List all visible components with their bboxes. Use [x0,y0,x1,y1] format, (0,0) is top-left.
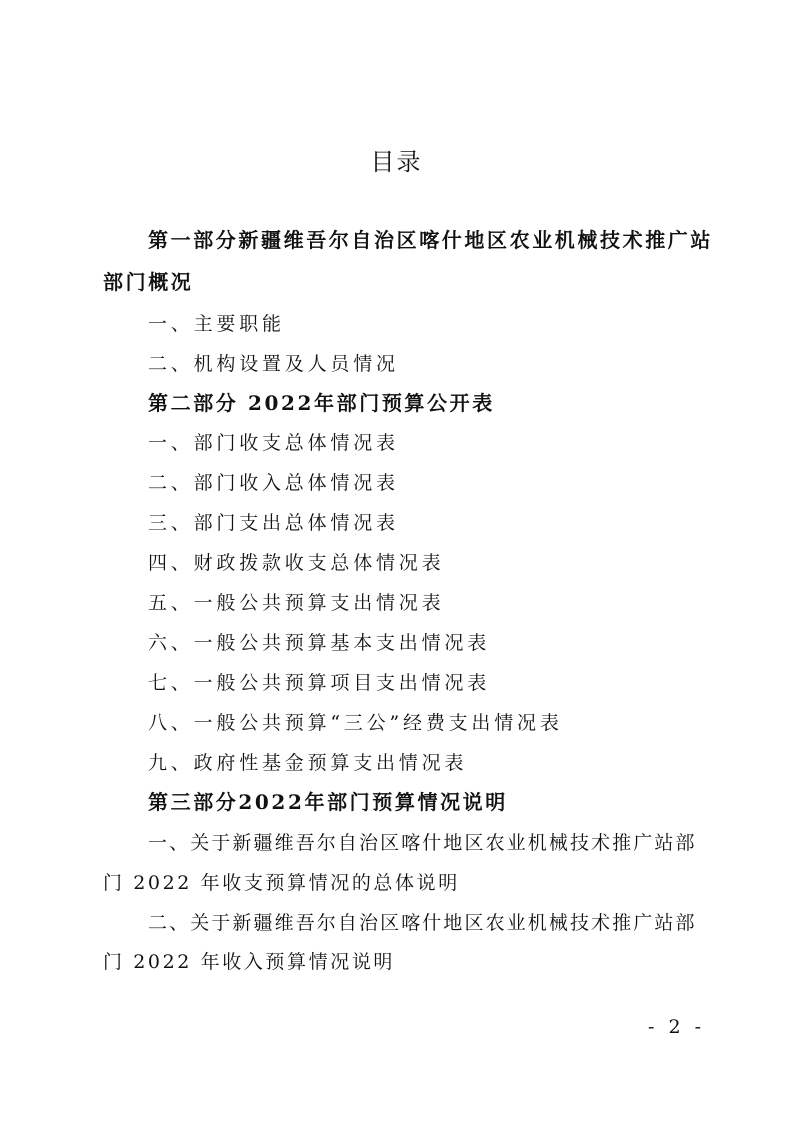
page-number: - 2 - [648,1016,706,1038]
toc-item-3-2-line2: 门 2022 年收入预算情况说明 [103,951,396,973]
toc-item-2-3: 三、部门支出总体情况表 [148,512,399,534]
part1-heading-line2: 部门概况 [103,270,194,294]
toc-item-2-5: 五、一般公共预算支出情况表 [148,592,445,614]
part2-heading: 第二部分 2022年部门预算公开表 [148,391,495,415]
toc-item-2-1: 一、部门收支总体情况表 [148,432,399,454]
toc-item-2-2: 二、部门收入总体情况表 [148,472,399,494]
toc-item-2-7: 七、一般公共预算项目支出情况表 [148,672,491,694]
toc-item-2-9: 九、政府性基金预算支出情况表 [148,752,468,774]
part3-heading: 第三部分2022年部门预算情况说明 [148,790,508,814]
toc-title: 目录 [370,148,423,176]
toc-item-2-4: 四、财政拨款收支总体情况表 [148,552,445,574]
toc-item-3-1-line2: 门 2022 年收支预算情况的总体说明 [103,872,460,894]
toc-item-2-8: 八、一般公共预算“三公”经费支出情况表 [148,712,563,734]
toc-item-1-1: 一、主要职能 [148,313,285,335]
toc-item-1-2: 二、机构设置及人员情况 [148,353,399,375]
toc-item-3-2-line1: 二、关于新疆维吾尔自治区喀什地区农业机械技术推广站部 [148,912,697,934]
toc-item-3-1-line1: 一、关于新疆维吾尔自治区喀什地区农业机械技术推广站部 [148,832,697,854]
toc-item-2-6: 六、一般公共预算基本支出情况表 [148,632,491,654]
part1-heading-line1: 第一部分新疆维吾尔自治区喀什地区农业机械技术推广站 [148,228,713,252]
